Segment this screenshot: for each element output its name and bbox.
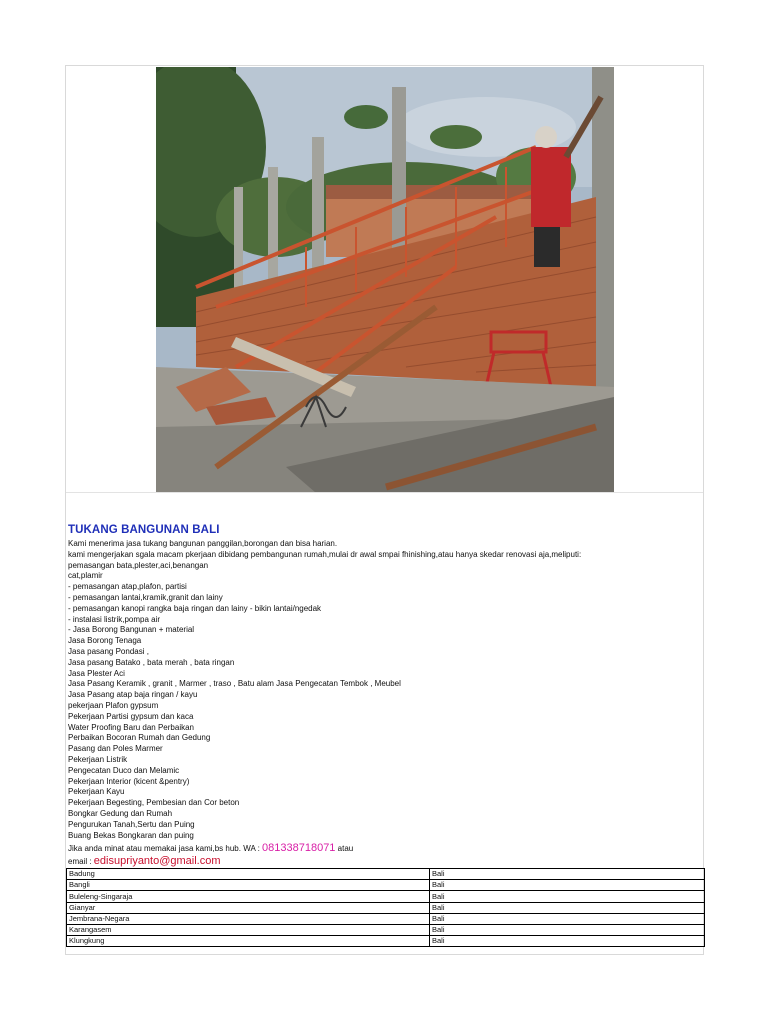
service-line: - pemasangan lantai,kramik,granit dan lainy xyxy=(68,592,223,602)
service-line: Jasa Borong Tenaga xyxy=(68,636,142,646)
text-content xyxy=(68,523,700,868)
table-row xyxy=(67,891,705,902)
email-line xyxy=(68,855,700,868)
table-row xyxy=(67,936,705,947)
service-line: Jasa pasang Batako , bata merah , bata ringan xyxy=(68,657,235,667)
service-line: Bongkar Gedung dan Rumah xyxy=(68,808,173,818)
service-line: Pekerjaan Begesting, Pembesian dan Cor beton xyxy=(68,798,240,808)
contact-prefix: Jika anda minat atau memakai jasa kami,bs hub. WA : xyxy=(68,844,263,854)
service-list xyxy=(68,539,700,841)
service-line: Jasa Pasang atap baja ringan / kayu xyxy=(68,690,198,700)
service-line: cat,plamir xyxy=(68,571,103,581)
area-name-cell: Klungkung xyxy=(67,936,430,947)
province-cell: Bali xyxy=(430,913,705,924)
province-cell: Bali xyxy=(430,936,705,947)
area-name-cell: Karangasem xyxy=(67,924,430,935)
table-row xyxy=(67,869,705,880)
service-line: - pemasangan kanopi rangka baja ringan dan lainy - bikin lantai/ngedak xyxy=(68,603,322,613)
service-line: Jasa pasang Pondasi , xyxy=(68,646,149,656)
service-line: pekerjaan Plafon gypsum xyxy=(68,700,159,710)
service-line: Pekerjaan Interior (kicent &pentry) xyxy=(68,776,190,786)
service-line: - instalasi listrik,pompa air xyxy=(68,614,161,624)
service-line: Pekerjaan Kayu xyxy=(68,787,125,797)
email-address[interactable]: edisupriyanto@gmail.com xyxy=(93,855,221,868)
province-cell: Bali xyxy=(430,869,705,880)
service-area-table xyxy=(66,868,705,947)
service-line: pemasangan bata,plester,aci,benangan xyxy=(68,560,209,570)
service-line: Water Proofing Baru dan Perbaikan xyxy=(68,722,194,732)
table-row xyxy=(67,924,705,935)
contact-suffix: atau xyxy=(335,844,354,854)
province-cell: Bali xyxy=(430,891,705,902)
service-line: Kami menerima jasa tukang bangunan panggilan,borongan dan bisa harian. xyxy=(68,539,338,548)
area-name-cell: Bangli xyxy=(67,880,430,891)
table-row xyxy=(67,902,705,913)
divider xyxy=(66,492,703,493)
province-cell: Bali xyxy=(430,902,705,913)
service-line: kami mengerjakan sgala macam pkerjaan dibidang pembangunan rumah,mulai dr awal smpai fhinishing,atau hanya skedar renovasi aja,meliputi: xyxy=(68,549,582,559)
service-line: Perbaikan Bocoran Rumah dan Gedung xyxy=(68,733,211,743)
service-line: Pekerjaan Listrik xyxy=(68,754,128,764)
service-line: Pengurukan Tanah,Sertu dan Puing xyxy=(68,819,195,829)
service-line: Pengecatan Duco dan Melamic xyxy=(68,765,180,775)
area-name-cell: Buleleng-Singaraja xyxy=(67,891,430,902)
area-name-cell: Gianyar xyxy=(67,902,430,913)
service-line: Jasa Pasang Keramik , granit , Marmer , traso , Batu alam Jasa Pengecatan Tembok , Meubel xyxy=(68,679,401,689)
service-line: - Jasa Borong Bangunan + material xyxy=(68,625,195,635)
province-cell: Bali xyxy=(430,880,705,891)
area-name-cell: Badung xyxy=(67,869,430,880)
document-title: TUKANG BANGUNAN BALI xyxy=(68,524,220,536)
service-line: Pasang dan Poles Marmer xyxy=(68,744,163,754)
table-row xyxy=(67,880,705,891)
phone-number[interactable]: 081338718071 xyxy=(262,842,336,855)
table-row xyxy=(67,913,705,924)
service-line: Pekerjaan Partisi gypsum dan kaca xyxy=(68,711,194,721)
province-cell: Bali xyxy=(430,924,705,935)
service-line: Buang Bekas Bongkaran dan puing xyxy=(68,830,194,840)
service-line: - pemasangan atap,plafon, partisi xyxy=(68,582,187,592)
construction-photo xyxy=(156,67,614,493)
service-line: Jasa Plester Aci xyxy=(68,668,125,678)
email-prefix: email : xyxy=(68,857,94,867)
document-page xyxy=(65,65,704,955)
contact-line xyxy=(68,842,700,855)
area-name-cell: Jembrana-Negara xyxy=(67,913,430,924)
